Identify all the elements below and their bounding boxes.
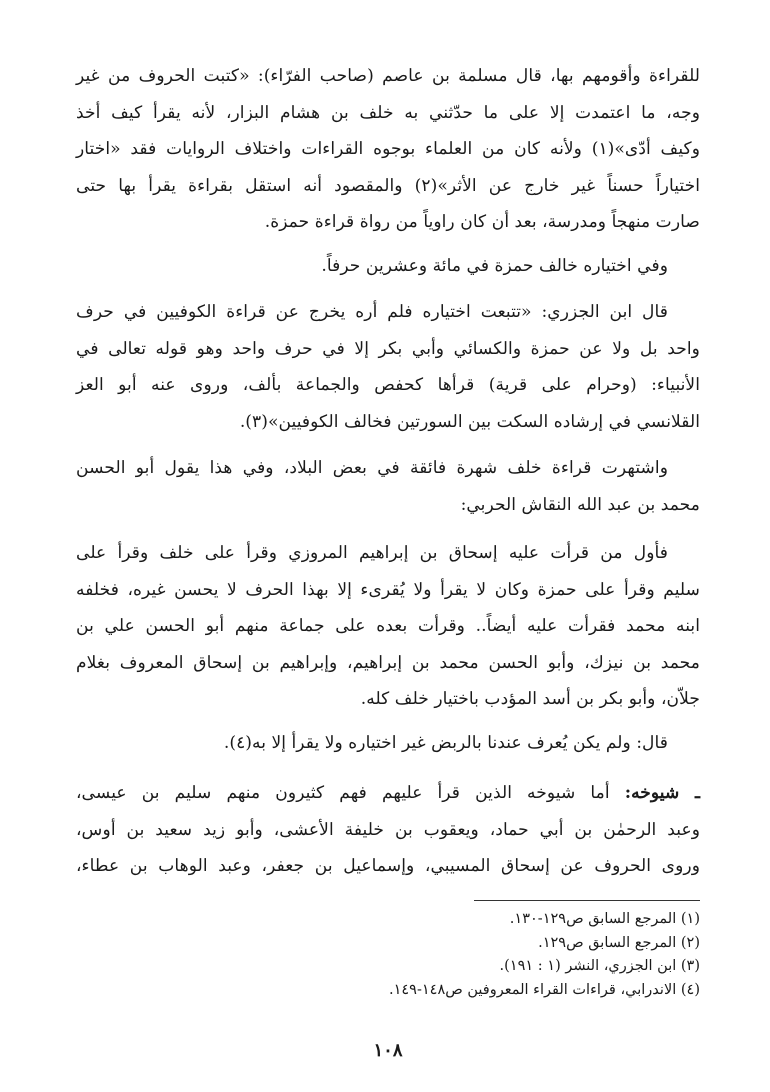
section-heading: ـ شيوخه: bbox=[624, 783, 700, 803]
paragraph-5 bbox=[76, 535, 700, 718]
paragraph-2 bbox=[76, 248, 700, 285]
text-line: قال ابن الجزري: «تتبعت اختياره فلم أره يخرج عن قراءة الكوفيين في حرف bbox=[76, 302, 668, 322]
text-line: قال: ولم يكن يُعرف عندنا بالربض غير اختياره ولا يقرأ إلا به(٤). bbox=[223, 733, 668, 753]
text-line: فأول من قرأت عليه إسحاق بن إبراهيم المروزي وقرأ على خلف وقرأ على bbox=[76, 543, 668, 563]
footnote-divider bbox=[474, 900, 700, 901]
paragraph-6 bbox=[76, 725, 700, 762]
text-line: صارت منهجاً ومدرسة، بعد أن كان راوياً من رواة قراءة حمزة. bbox=[264, 212, 700, 232]
text-line: وفي اختياره خالف حمزة في مائة وعشرين حرفاً. bbox=[321, 256, 668, 276]
footnote: (٤) الاندرابي، قراءات القراء المعروفين ص١٤٨-١٤٩. bbox=[388, 981, 700, 998]
text-line: واحد بل ولا عن حمزة والكسائي وأبي بكر إلا في حرف واحد وهو قوله تعالى في bbox=[76, 338, 700, 359]
text-line: للقراءة وأقومهم بها، قال مسلمة بن عاصم (صاحب الفرّاء): «كتبت الحروف من غير bbox=[76, 66, 700, 86]
text-line: اختياراً حسناً غير خارج عن الأثر»(٢) والمقصود أنه استقل بقراءة يقرأ بها حتى bbox=[76, 175, 700, 196]
text-line: وجه، ما اعتمدت إلا على ما حدّثني به خلف بن هشام البزار، لأنه يقرأ كيف أخذ bbox=[76, 102, 700, 123]
footnote: (٢) المرجع السابق ص١٢٩. bbox=[538, 934, 700, 951]
book-page bbox=[76, 0, 700, 1092]
paragraph-1 bbox=[76, 58, 700, 241]
text-line: جلاّن، وأبو بكر بن أسد المؤدب باختيار خلف كله. bbox=[360, 689, 700, 709]
text-line: سليم وقرأ على حمزة وكان لا يقرأ ولا يُقرىء إلا بهذا الحرف لا يحسن غيره، فخلفه bbox=[76, 579, 700, 600]
paragraph-4 bbox=[76, 450, 700, 523]
text-line: واشتهرت قراءة خلف شهرة فائقة في بعض البلاد، وفي هذا يقول أبو الحسن bbox=[76, 458, 668, 478]
paragraph-7 bbox=[76, 775, 700, 885]
text-line: وكيف أدّى»(١) ولأنه كان من العلماء بوجوه القراءات واختلاف الروايات فقد «اختار bbox=[76, 139, 700, 159]
footnote: (٣) ابن الجزري، النشر (١ : ١٩١). bbox=[499, 958, 700, 974]
text-line bbox=[76, 775, 700, 812]
text-run: أما شيوخه الذين قرأ عليهم فهم كثيرون منهم سليم بن عيسى، bbox=[76, 783, 625, 803]
text-line: وروى الحروف عن إسحاق المسيبي، وإسماعيل بن جعفر، وعبد الوهاب بن عطاء، bbox=[76, 856, 700, 876]
text-line: القلانسي في إرشاده السكت بين السورتين فخالف الكوفيين»(٣). bbox=[239, 411, 700, 432]
text-line: محمد بن عبد الله النقاش الحربي: bbox=[460, 494, 700, 515]
text-line: ابنه محمد فقرأت عليه أيضاً.. وقرأت بعده على جماعة منهم أبو الحسن علي بن bbox=[76, 616, 700, 636]
text-line: محمد بن نيزك، وأبو الحسن محمد بن إبراهيم، وإبراهيم بن إسحاق المعروف بغلام bbox=[76, 652, 700, 673]
footnotes-list bbox=[76, 908, 700, 1002]
text-line: الأنبياء: (وحرام على قرية) قرأها كحفص والجماعة بألف، وروى عنه أبو العز bbox=[76, 375, 700, 395]
footnote: (١) المرجع السابق ص١٢٩-١٣٠. bbox=[509, 911, 700, 927]
page-number: ١٠٨ bbox=[373, 1040, 403, 1061]
text-line: وعبد الرحمٰن بن أبي حماد، ويعقوب بن خليفة الأعشى، وأبو زيد سعيد بن أوس، bbox=[76, 819, 700, 840]
paragraph-3 bbox=[76, 294, 700, 440]
